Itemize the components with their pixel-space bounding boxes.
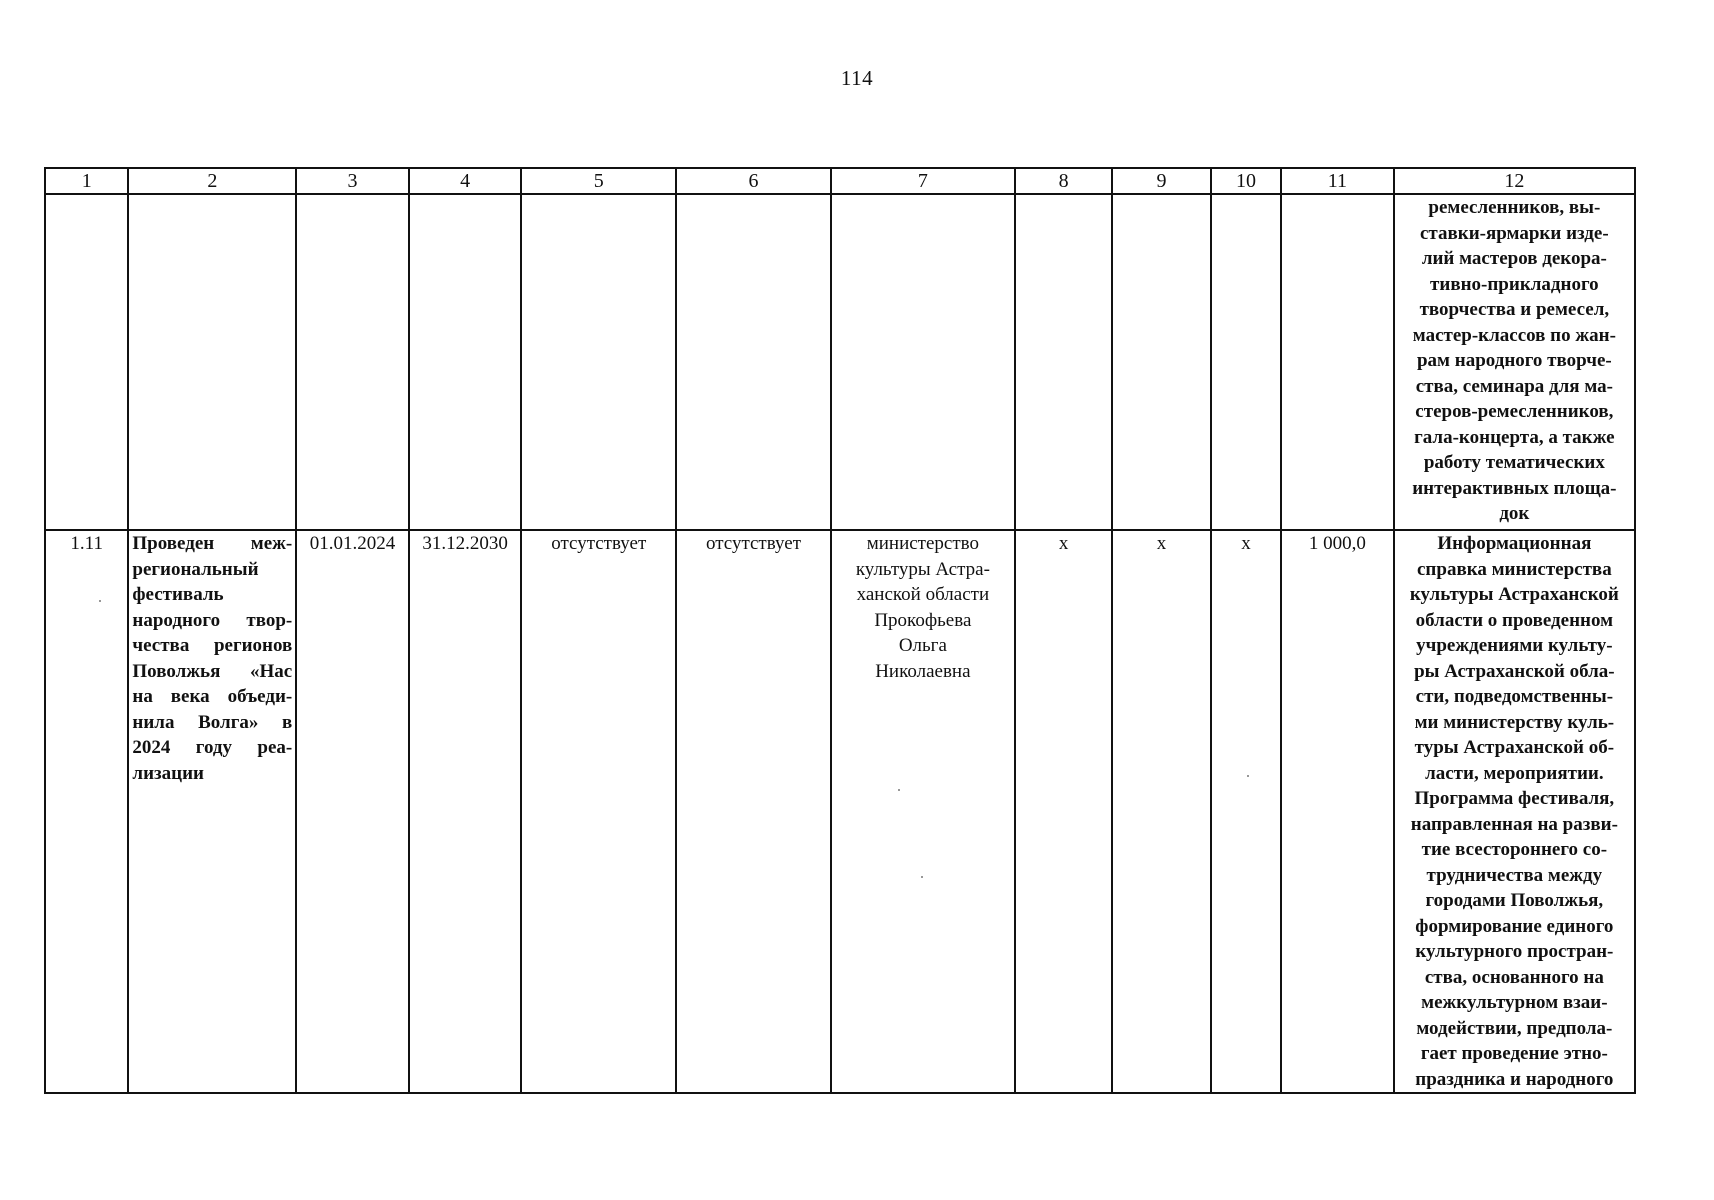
text-line: ласти, мероприятии. [1425,762,1604,784]
text-line: ры Астраханской обла- [1414,660,1615,682]
text-line: рам народного творче- [1416,350,1612,371]
table-row-continuation [45,194,1635,530]
empty-cell [1112,194,1210,530]
text-line: на века объеди- [132,686,293,707]
text-line: ства, основанного на [1424,966,1604,988]
header-cell: 10 [1211,168,1281,194]
scan-speck [1247,775,1249,777]
header-cell: 8 [1015,168,1112,194]
header-cell: 11 [1281,168,1394,194]
text-line: ремесленников, вы- [1428,197,1601,218]
text-line: ханской области [856,584,990,605]
page-number: 114 [840,66,874,90]
col9-value: х [1112,530,1210,1093]
event-title-cell [128,530,296,1093]
header-cell: 4 [409,168,522,194]
empty-cell [1015,194,1112,530]
text-line: учреждениями культу- [1416,635,1613,656]
text-line: мастер-классов по жан- [1412,324,1616,346]
header-cell: 2 [128,168,296,194]
scan-speck [898,789,900,791]
text-line: праздника и народного [1415,1068,1614,1090]
text-line: тие всестороннего со- [1421,839,1608,860]
text-line: Ольга [898,635,947,656]
text-line: работу тематических [1423,452,1605,473]
text-line: культурного простран- [1415,941,1614,962]
text-line: лий мастеров декора- [1421,248,1607,269]
empty-cell [128,194,296,530]
text-line: 2024 году реа- [132,737,293,758]
header-cell: 6 [676,168,831,194]
table-row [45,530,1635,1093]
header-cell: 5 [521,168,676,194]
text-line: лизации [132,762,204,784]
text-line: творчества и ремесел, [1419,299,1610,320]
text-line: док [1499,503,1530,524]
text-line: гает проведение этно- [1420,1043,1608,1064]
text-line: тивно-прикладного [1430,273,1599,295]
text-line: фестиваль [132,584,224,605]
empty-cell [1281,194,1394,530]
text-line: народного твор- [132,609,293,631]
funding-amount: 1 000,0 [1281,530,1394,1093]
header-cell: 3 [296,168,409,194]
text-line: чества регионов [132,635,293,656]
scan-speck [99,600,101,602]
text-line: формирование единого [1415,915,1614,937]
scan-speck [921,876,923,878]
text-line: межкультурном взаи- [1421,992,1608,1013]
text-line: городами Поволжья, [1425,890,1604,911]
header-row [45,168,1635,194]
text-line: ми министерству куль- [1414,711,1615,733]
text-line: сти, подведомственны- [1415,686,1614,707]
text-line: нила Волга» в [132,711,293,733]
header-cell: 12 [1394,168,1635,194]
responsible-cell [831,530,1015,1093]
text-line: Прокофьева [874,609,972,631]
empty-cell [831,194,1015,530]
text-line: гала-концерта, а также [1414,426,1615,448]
text-line: интерактивных площа- [1412,477,1617,499]
empty-cell [521,194,676,530]
empty-cell [45,194,128,530]
text-line: стеров-ремесленников, [1415,401,1614,422]
text-line: Программа фестиваля, [1414,788,1615,809]
start-date: 01.01.2024 [296,530,409,1093]
text-line: ства, семинара для ма- [1415,375,1613,397]
header-cell: 1 [45,168,128,194]
col6-value: отсутствует [676,530,831,1093]
row-number: 1.11 [45,530,128,1093]
header-cell: 9 [1112,168,1210,194]
end-date: 31.12.2030 [409,530,522,1093]
text-line: области о проведенном [1415,609,1614,631]
header-cell: 7 [831,168,1015,194]
text-line: Поволжья «Нас [132,660,293,682]
text-line: министерство [866,533,979,554]
text-line: направленная на разви- [1410,813,1618,835]
col10-value: х [1211,530,1281,1093]
col5-value: отсутствует [521,530,676,1093]
results-cell [1394,530,1635,1093]
text-line: справка министерства [1417,558,1612,580]
empty-cell [409,194,522,530]
results-cell-continued [1394,194,1635,530]
text-line: Проведен меж- [132,533,293,554]
text-line: культуры Астраханской [1409,584,1619,605]
text-line: Николаевна [875,660,971,682]
text-line: модействии, предпола- [1416,1017,1613,1039]
text-line: ставки-ярмарки изде- [1420,222,1609,244]
empty-cell [1211,194,1281,530]
document-table [44,167,1636,1094]
text-line: культуры Астра- [855,558,990,580]
text-line: туры Астраханской об- [1414,737,1615,758]
text-line: трудничества между [1426,864,1603,886]
text-line: региональный [132,558,259,580]
col8-value: х [1015,530,1112,1093]
empty-cell [676,194,831,530]
text-line: Информационная [1437,533,1592,554]
empty-cell [296,194,409,530]
